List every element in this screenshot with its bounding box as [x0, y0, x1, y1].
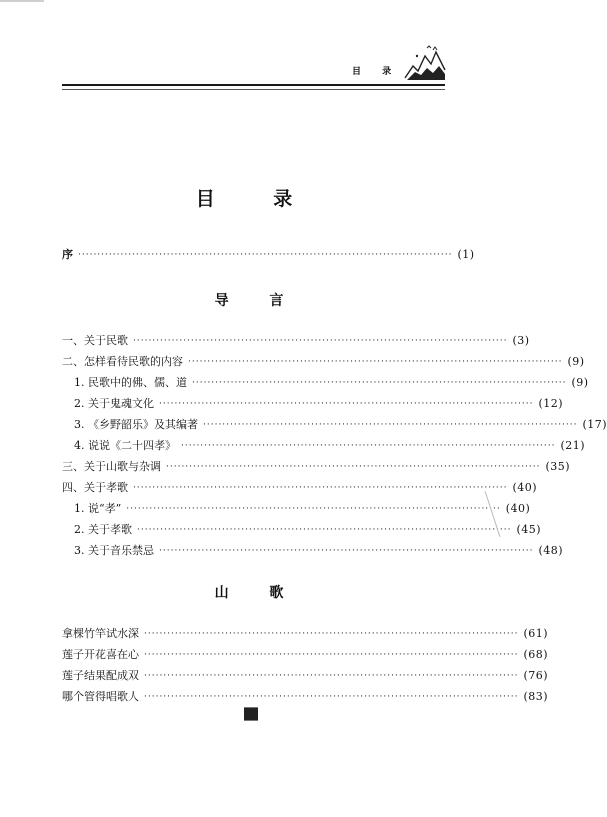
- page-marker-block: [244, 707, 258, 721]
- dot-leader: ·································································································: [78, 250, 453, 260]
- toc-entry[interactable]: [62, 352, 585, 372]
- dot-leader: ·································································································: [188, 357, 563, 367]
- toc-entry-page: (21): [560, 439, 586, 452]
- toc-entry-title: 莲子开花喜在心: [62, 648, 139, 661]
- toc-entry[interactable]: [62, 624, 549, 644]
- toc-entry-title: 1. 民歌中的佛、儒、道: [74, 376, 187, 389]
- running-header-title: 目 录: [352, 67, 401, 77]
- toc-entry-title: 拿棵竹竿试水深: [62, 627, 139, 640]
- toc-entry-title: 3. 《乡野韶乐》及其编著: [74, 418, 198, 431]
- toc-entry[interactable]: [74, 436, 586, 456]
- toc-entry-page: (83): [523, 690, 549, 703]
- mountain-ornament-icon: [403, 44, 447, 84]
- dot-leader: ·································································································: [144, 671, 519, 681]
- scan-corner-mark: [0, 0, 44, 2]
- toc-entry-page: (35): [545, 460, 571, 473]
- toc-entry-title: 三、关于山歌与杂调: [62, 460, 161, 473]
- toc-entry-page: (68): [523, 648, 549, 661]
- toc-entry[interactable]: [74, 394, 564, 414]
- header-rule-thin: [62, 89, 445, 90]
- toc-entry-title: 3. 关于音乐禁忌: [74, 544, 154, 557]
- toc-entry[interactable]: [62, 687, 549, 707]
- toc-entry-title: 4. 说说《二十四孝》: [74, 439, 176, 452]
- toc-entry-title: 四、关于孝歌: [62, 481, 128, 494]
- dot-leader: ·································································································: [126, 504, 501, 514]
- toc-entry-page: (9): [567, 355, 585, 368]
- toc-entry[interactable]: [74, 520, 542, 540]
- toc-entry-title: 2. 关于鬼魂文化: [74, 397, 154, 410]
- dot-leader: ·································································································: [166, 462, 541, 472]
- toc-entry[interactable]: [62, 478, 538, 498]
- page-title: 目 录: [195, 188, 319, 210]
- dot-leader: ·································································································: [144, 650, 519, 660]
- dot-leader: ·································································································: [144, 629, 519, 639]
- toc-entry[interactable]: [74, 415, 607, 435]
- dot-leader: ·································································································: [181, 441, 556, 451]
- toc-entry[interactable]: [74, 499, 531, 519]
- toc-entry-page: (40): [512, 481, 538, 494]
- toc-entry-preface[interactable]: [62, 245, 475, 265]
- toc-entry-page: (3): [512, 334, 530, 347]
- dot-leader: ·································································································: [133, 336, 508, 346]
- toc-entry-title: 哪个管得唱歌人: [62, 690, 139, 703]
- toc-entry-title: 一、关于民歌: [62, 334, 128, 347]
- dot-leader: ·································································································: [137, 525, 512, 535]
- toc-entry-title: 莲子结果配成双: [62, 669, 139, 682]
- toc-entry-page: (9): [571, 376, 589, 389]
- toc-entry-page: (48): [538, 544, 564, 557]
- toc-entry[interactable]: [74, 541, 564, 561]
- toc-entry-title: 二、怎样看待民歌的内容: [62, 355, 183, 368]
- dot-leader: ·································································································: [159, 399, 534, 409]
- toc-entry-title: 序: [62, 248, 73, 261]
- toc-entry[interactable]: [62, 457, 571, 477]
- toc-entry-title: 1. 说“孝”: [74, 502, 122, 515]
- toc-entry-page: (17): [582, 418, 607, 431]
- section-title: 导 言: [214, 293, 302, 309]
- toc-entry-page: (76): [523, 669, 549, 682]
- dot-leader: ·································································································: [192, 378, 567, 388]
- dot-leader: ·································································································: [144, 692, 519, 702]
- toc-entry[interactable]: [62, 666, 549, 686]
- toc-entry-page: (40): [505, 502, 531, 515]
- dot-leader: ·································································································: [203, 420, 578, 430]
- toc-entry[interactable]: [62, 645, 549, 665]
- toc-entry-page: (12): [538, 397, 564, 410]
- toc-entry-page: (61): [523, 627, 549, 640]
- toc-entry-page: (45): [516, 523, 542, 536]
- toc-entry-page: (1): [457, 248, 475, 261]
- header-rule: [62, 84, 445, 86]
- dot-leader: ·································································································: [133, 483, 508, 493]
- toc-entry-title: 2. 关于孝歌: [74, 523, 132, 536]
- section-title: 山 歌: [214, 585, 302, 601]
- dot-leader: ·································································································: [159, 546, 534, 556]
- toc-entry[interactable]: [74, 373, 589, 393]
- toc-entry[interactable]: [62, 331, 530, 351]
